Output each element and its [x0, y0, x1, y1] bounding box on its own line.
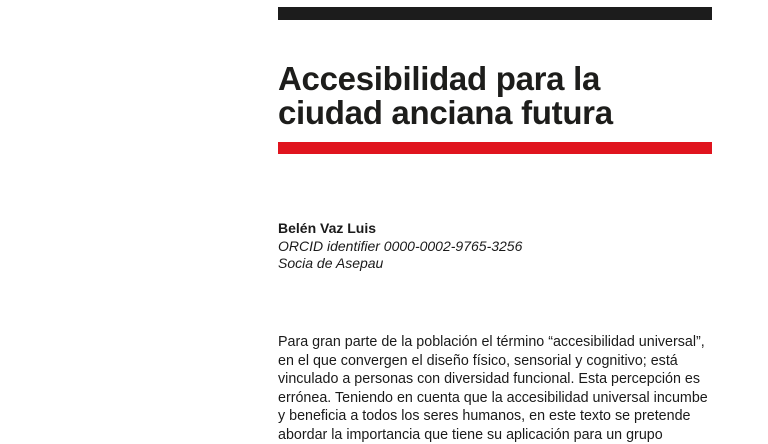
abstract-line: y beneficia a todos los seres humanos, en este texto se pretende: [278, 407, 714, 426]
abstract-line: vinculado a personas con diversidad funcional. Esta percepción es: [278, 370, 714, 389]
article-title: [278, 62, 718, 130]
author-name: Belén Vaz Luis: [278, 220, 708, 238]
abstract-line: en el que convergen el diseño físico, sensorial y cognitivo; está: [278, 352, 714, 371]
author-affiliation: Socia de Asepau: [278, 255, 708, 273]
title-line: Accesibilidad para la: [278, 62, 718, 96]
abstract-line: Para gran parte de la población el término “accesibilidad universal”,: [278, 333, 714, 352]
title-underline-red-bar: [278, 142, 712, 154]
author-orcid: ORCID identifier 0000-0002-9765-3256: [278, 238, 708, 256]
abstract-line: abordar la importancia que tiene su aplicación para un grupo: [278, 426, 714, 444]
title-line: ciudad anciana futura: [278, 96, 718, 130]
abstract-line: errónea. Teniendo en cuenta que la accesibilidad universal incumbe: [278, 389, 714, 408]
header-black-bar: [278, 7, 712, 20]
author-block: [278, 220, 708, 273]
abstract-paragraph: [278, 333, 714, 444]
